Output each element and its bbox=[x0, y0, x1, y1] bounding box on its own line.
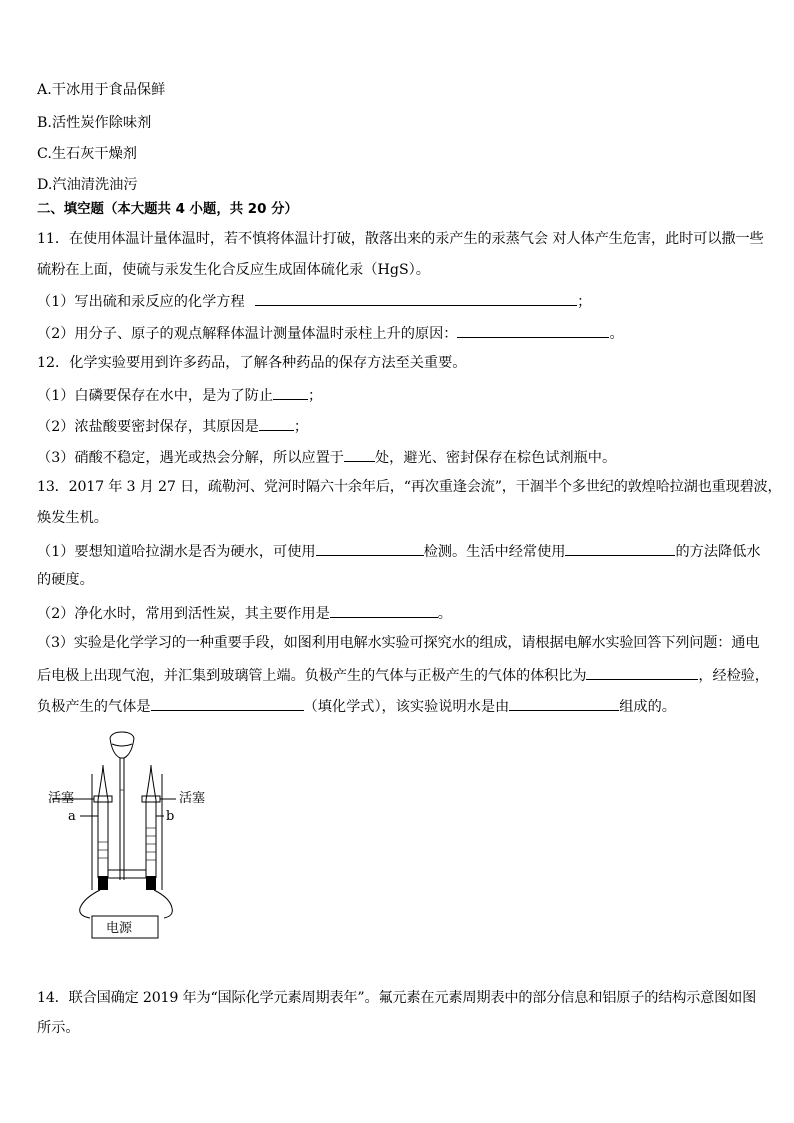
answer-blank[interactable] bbox=[259, 415, 294, 431]
q13-stem-line1: 13．2017 年 3 月 27 日，疏勒河、党河时隔六十余年后，“再次重逢会流”，干涸半个多世纪的敦煌哈拉湖也重现碧波， bbox=[37, 479, 782, 495]
tube-a-label: a bbox=[68, 809, 76, 824]
answer-blank[interactable] bbox=[330, 602, 438, 618]
tube-b-label: b bbox=[166, 809, 175, 824]
q11-stem-line2: 硫粉在上面，使硫与汞发生化合反应生成固体硫化汞（HgS）。 bbox=[37, 262, 430, 278]
q11-part2-end: 。 bbox=[609, 326, 624, 342]
electrode-left bbox=[98, 876, 108, 890]
option-b bbox=[37, 113, 151, 133]
option-text: 汽油清洗油污 bbox=[52, 177, 138, 193]
q14-line1: 14．联合国确定 2019 年为“国际化学元素周期表年”。氟元素在元素周期表中的部分信息和铝原子的结构示意图如图 bbox=[37, 990, 757, 1006]
answer-blank[interactable] bbox=[273, 384, 308, 400]
q13-part3-line2 bbox=[37, 664, 769, 686]
option-text: 干冰用于食品保鲜 bbox=[51, 82, 166, 98]
q12-stem: 12．化学实验要用到许多药品，了解各种药品的保存方法至关重要。 bbox=[37, 355, 467, 371]
option-d bbox=[37, 175, 138, 195]
stopcock-left bbox=[94, 796, 112, 802]
q11-part2-text: （2）用分子、原子的观点解释体温计测量体温时汞柱上升的原因： bbox=[37, 326, 458, 342]
q12-part2 bbox=[37, 415, 308, 437]
stopcock-right-label: 活塞 bbox=[179, 791, 206, 806]
option-letter: B. bbox=[37, 115, 52, 131]
q12-part3 bbox=[37, 446, 616, 468]
q13-part3-line3 bbox=[37, 695, 676, 717]
option-letter: A. bbox=[37, 82, 52, 98]
option-c bbox=[37, 144, 137, 164]
q12-part1 bbox=[37, 384, 322, 406]
q13-part1-text-a: （1）要想知道哈拉湖水是否为硬水，可使用 bbox=[37, 544, 316, 560]
q12-part2-text: （2）浓盐酸要密封保存，其原因是 bbox=[37, 419, 259, 435]
q12-part1-end: ； bbox=[308, 388, 323, 404]
q13-part2 bbox=[37, 602, 452, 624]
electrode-right bbox=[146, 876, 156, 890]
q12-part3-text: （3）硝酸不稳定，遇光或热会分解，所以应置于 bbox=[37, 450, 344, 466]
q13-part3-text-a: 后电极上出现气泡，并汇集到玻璃管上端。负极产生的气体与正极产生的气体的体积比为 bbox=[37, 668, 587, 684]
q13-part1-line1 bbox=[37, 540, 761, 562]
answer-blank[interactable] bbox=[565, 540, 675, 556]
q13-part3-text-e: 组成的。 bbox=[619, 699, 676, 715]
q12-part1-text: （1）白磷要保存在水中，是为了防止 bbox=[37, 388, 274, 404]
section-heading: 二、填空题（本大题共 4 小题，共 20 分） bbox=[37, 202, 298, 217]
q13-part2-end: 。 bbox=[437, 606, 452, 622]
q13-stem-line2: 焕发生机。 bbox=[37, 510, 108, 526]
answer-blank[interactable] bbox=[316, 540, 424, 556]
q13-part3-text-b: ，经检验， bbox=[698, 668, 769, 684]
stopcock-right bbox=[142, 796, 160, 802]
q13-part1-line2: 的硬度。 bbox=[37, 572, 94, 588]
answer-blank[interactable] bbox=[509, 695, 619, 711]
q13-part3-text-c: 负极产生的气体是 bbox=[37, 699, 151, 715]
answer-blank[interactable] bbox=[255, 290, 577, 306]
q11-part2 bbox=[37, 322, 624, 344]
answer-blank[interactable] bbox=[151, 695, 304, 711]
q11-part1-text: （1）写出硫和汞反应的化学方程 bbox=[37, 294, 245, 310]
stopcock-left-label: 活塞 bbox=[48, 791, 75, 806]
answer-blank[interactable] bbox=[586, 664, 698, 680]
q11-stem-line1: 11．在使用体温计量体温时，若不慎将体温计打破，散落出来的汞产生的汞蒸气会 对人体产生危害，此时可以撒一些 bbox=[37, 231, 764, 247]
power-label: 电源 bbox=[106, 921, 133, 936]
q12-part2-end: ； bbox=[293, 419, 309, 435]
answer-blank[interactable] bbox=[457, 322, 609, 338]
option-text: 生石灰干燥剂 bbox=[51, 146, 137, 162]
q13-part3-line1: （3）实验是化学学习的一种重要手段，如图利用电解水实验可探究水的组成，请根据电解水实验回答下列问题：通电 bbox=[37, 635, 760, 651]
option-letter: D. bbox=[37, 177, 53, 193]
option-a bbox=[37, 80, 165, 100]
q13-part2-text: （2）净化水时，常用到活性炭，其主要作用是 bbox=[37, 606, 330, 622]
q13-part1-text-c: 的方法降低水 bbox=[675, 544, 761, 560]
q13-part3-text-d: （填化学式），该实验说明水是由 bbox=[303, 699, 510, 715]
q11-part1-end: ； bbox=[577, 294, 592, 310]
answer-blank[interactable] bbox=[344, 446, 375, 462]
q13-part1-text-b: 检测。生活中经常使用 bbox=[423, 544, 566, 560]
q11-part1 bbox=[37, 290, 591, 312]
option-letter: C. bbox=[37, 146, 52, 162]
electrolysis-apparatus-figure bbox=[42, 730, 222, 942]
q14-line2: 所示。 bbox=[37, 1020, 80, 1036]
option-text: 活性炭作除味剂 bbox=[51, 115, 152, 131]
q12-part3-end: 处，避光、密封保存在棕色试剂瓶中。 bbox=[374, 450, 617, 466]
